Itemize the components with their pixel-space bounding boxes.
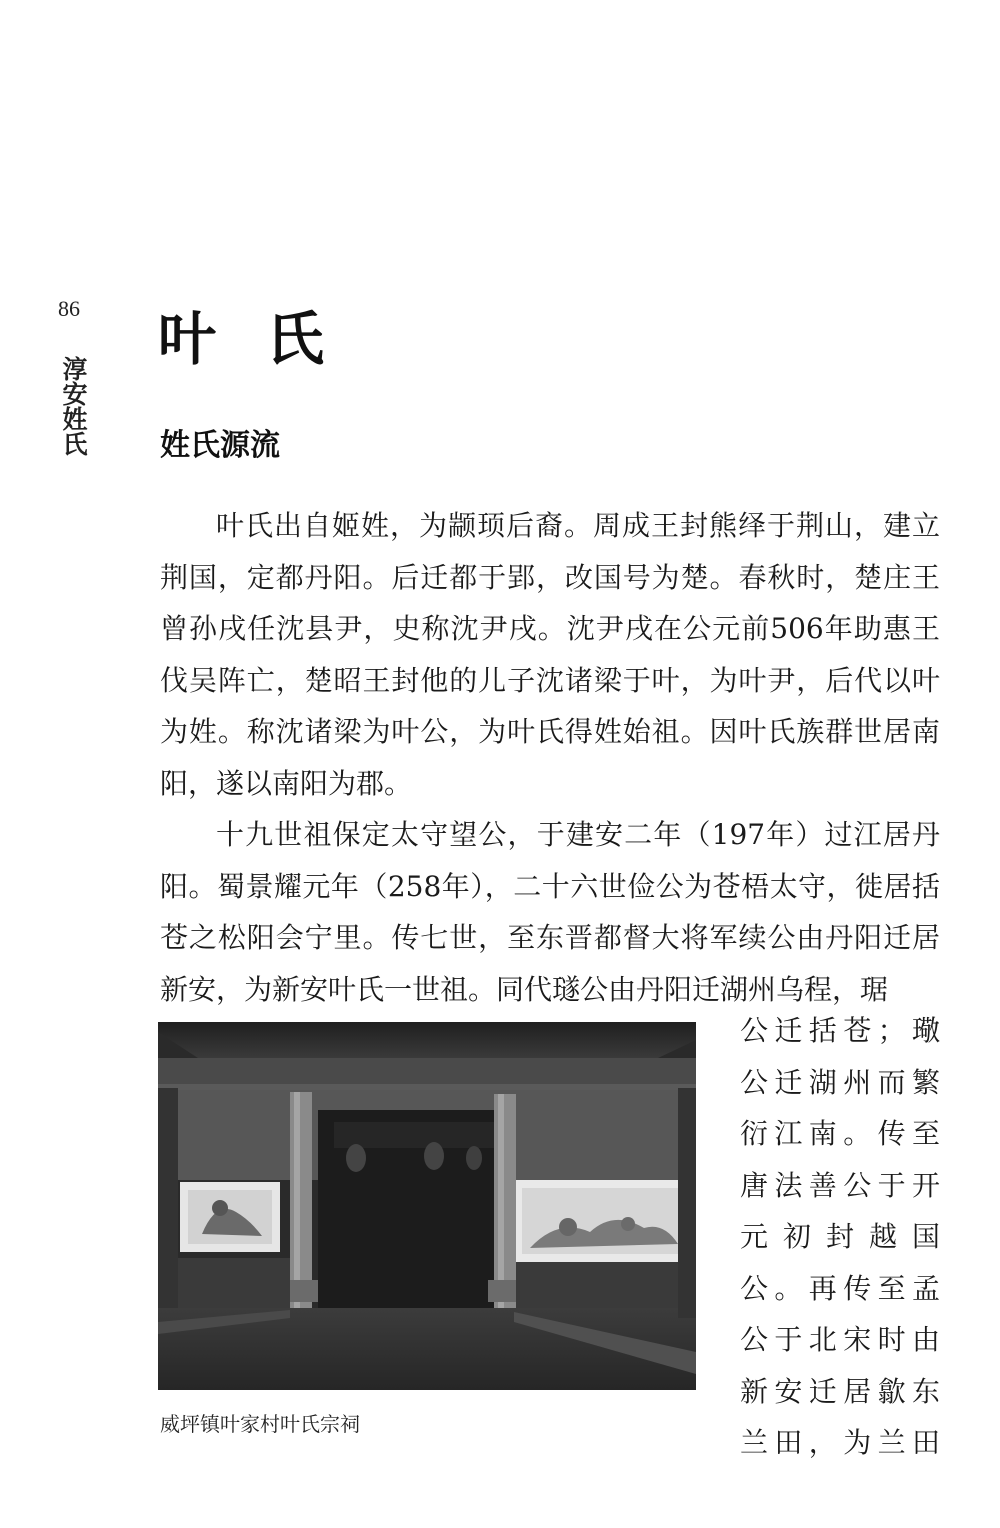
body-text (160, 500, 940, 1015)
side-line: 兰田，为兰田 (740, 1426, 940, 1459)
side-text-column (740, 1005, 940, 1469)
side-line: 衍江南。传至 (740, 1117, 940, 1150)
side-line: 新安迁居歙东 (740, 1374, 940, 1408)
chapter-title: 叶氏 (158, 305, 375, 373)
photo-caption: 威坪镇叶家村叶氏宗祠 (160, 1412, 360, 1436)
section-title: 姓氏源流 (160, 428, 280, 463)
paragraph-origin: 叶氏出自姬姓，为颛顼后裔。周成王封熊绎于荆山，建立荆国，定都丹阳。后迁都于郢，改国号为楚。春秋时，楚庄王曾孙戌任沈县尹，史称沈尹戌。沈尹戌在公元前506年助惠王伐吴阵亡，楚昭王封他的儿子沈诸梁于叶，为叶尹，后代以叶为姓。称沈诸梁为叶公，为叶氏得姓始祖。因叶氏族群世居南阳，遂以南阳为郡。 (160, 509, 940, 800)
ancestral-hall-photo (158, 1022, 696, 1390)
side-line: 公于北宋时由 (740, 1323, 940, 1356)
side-line: 唐法善公于开 (740, 1168, 940, 1202)
side-line: 公迁湖州而繁 (740, 1065, 940, 1099)
side-line: 公。再传至孟 (740, 1271, 940, 1305)
ancestral-hall-illustration (158, 1022, 696, 1390)
page-number: 86 (58, 296, 80, 321)
paragraph-migration: 十九世祖保定太守望公，于建安二年（197年）过江居丹阳。蜀景耀元年（258年），二十六世俭公为苍梧太守，徙居括苍之松阳会宁里。传七世，至东晋都督大将军续公由丹阳迁居新安，为新安叶氏一世祖。同代璲公由丹阳迁湖州乌程，琚 (160, 818, 940, 1006)
book-title: 淳安姓氏 (59, 356, 88, 456)
side-line: 元初封越国 (740, 1220, 940, 1253)
side-line: 公迁括苍；璥 (740, 1014, 940, 1047)
